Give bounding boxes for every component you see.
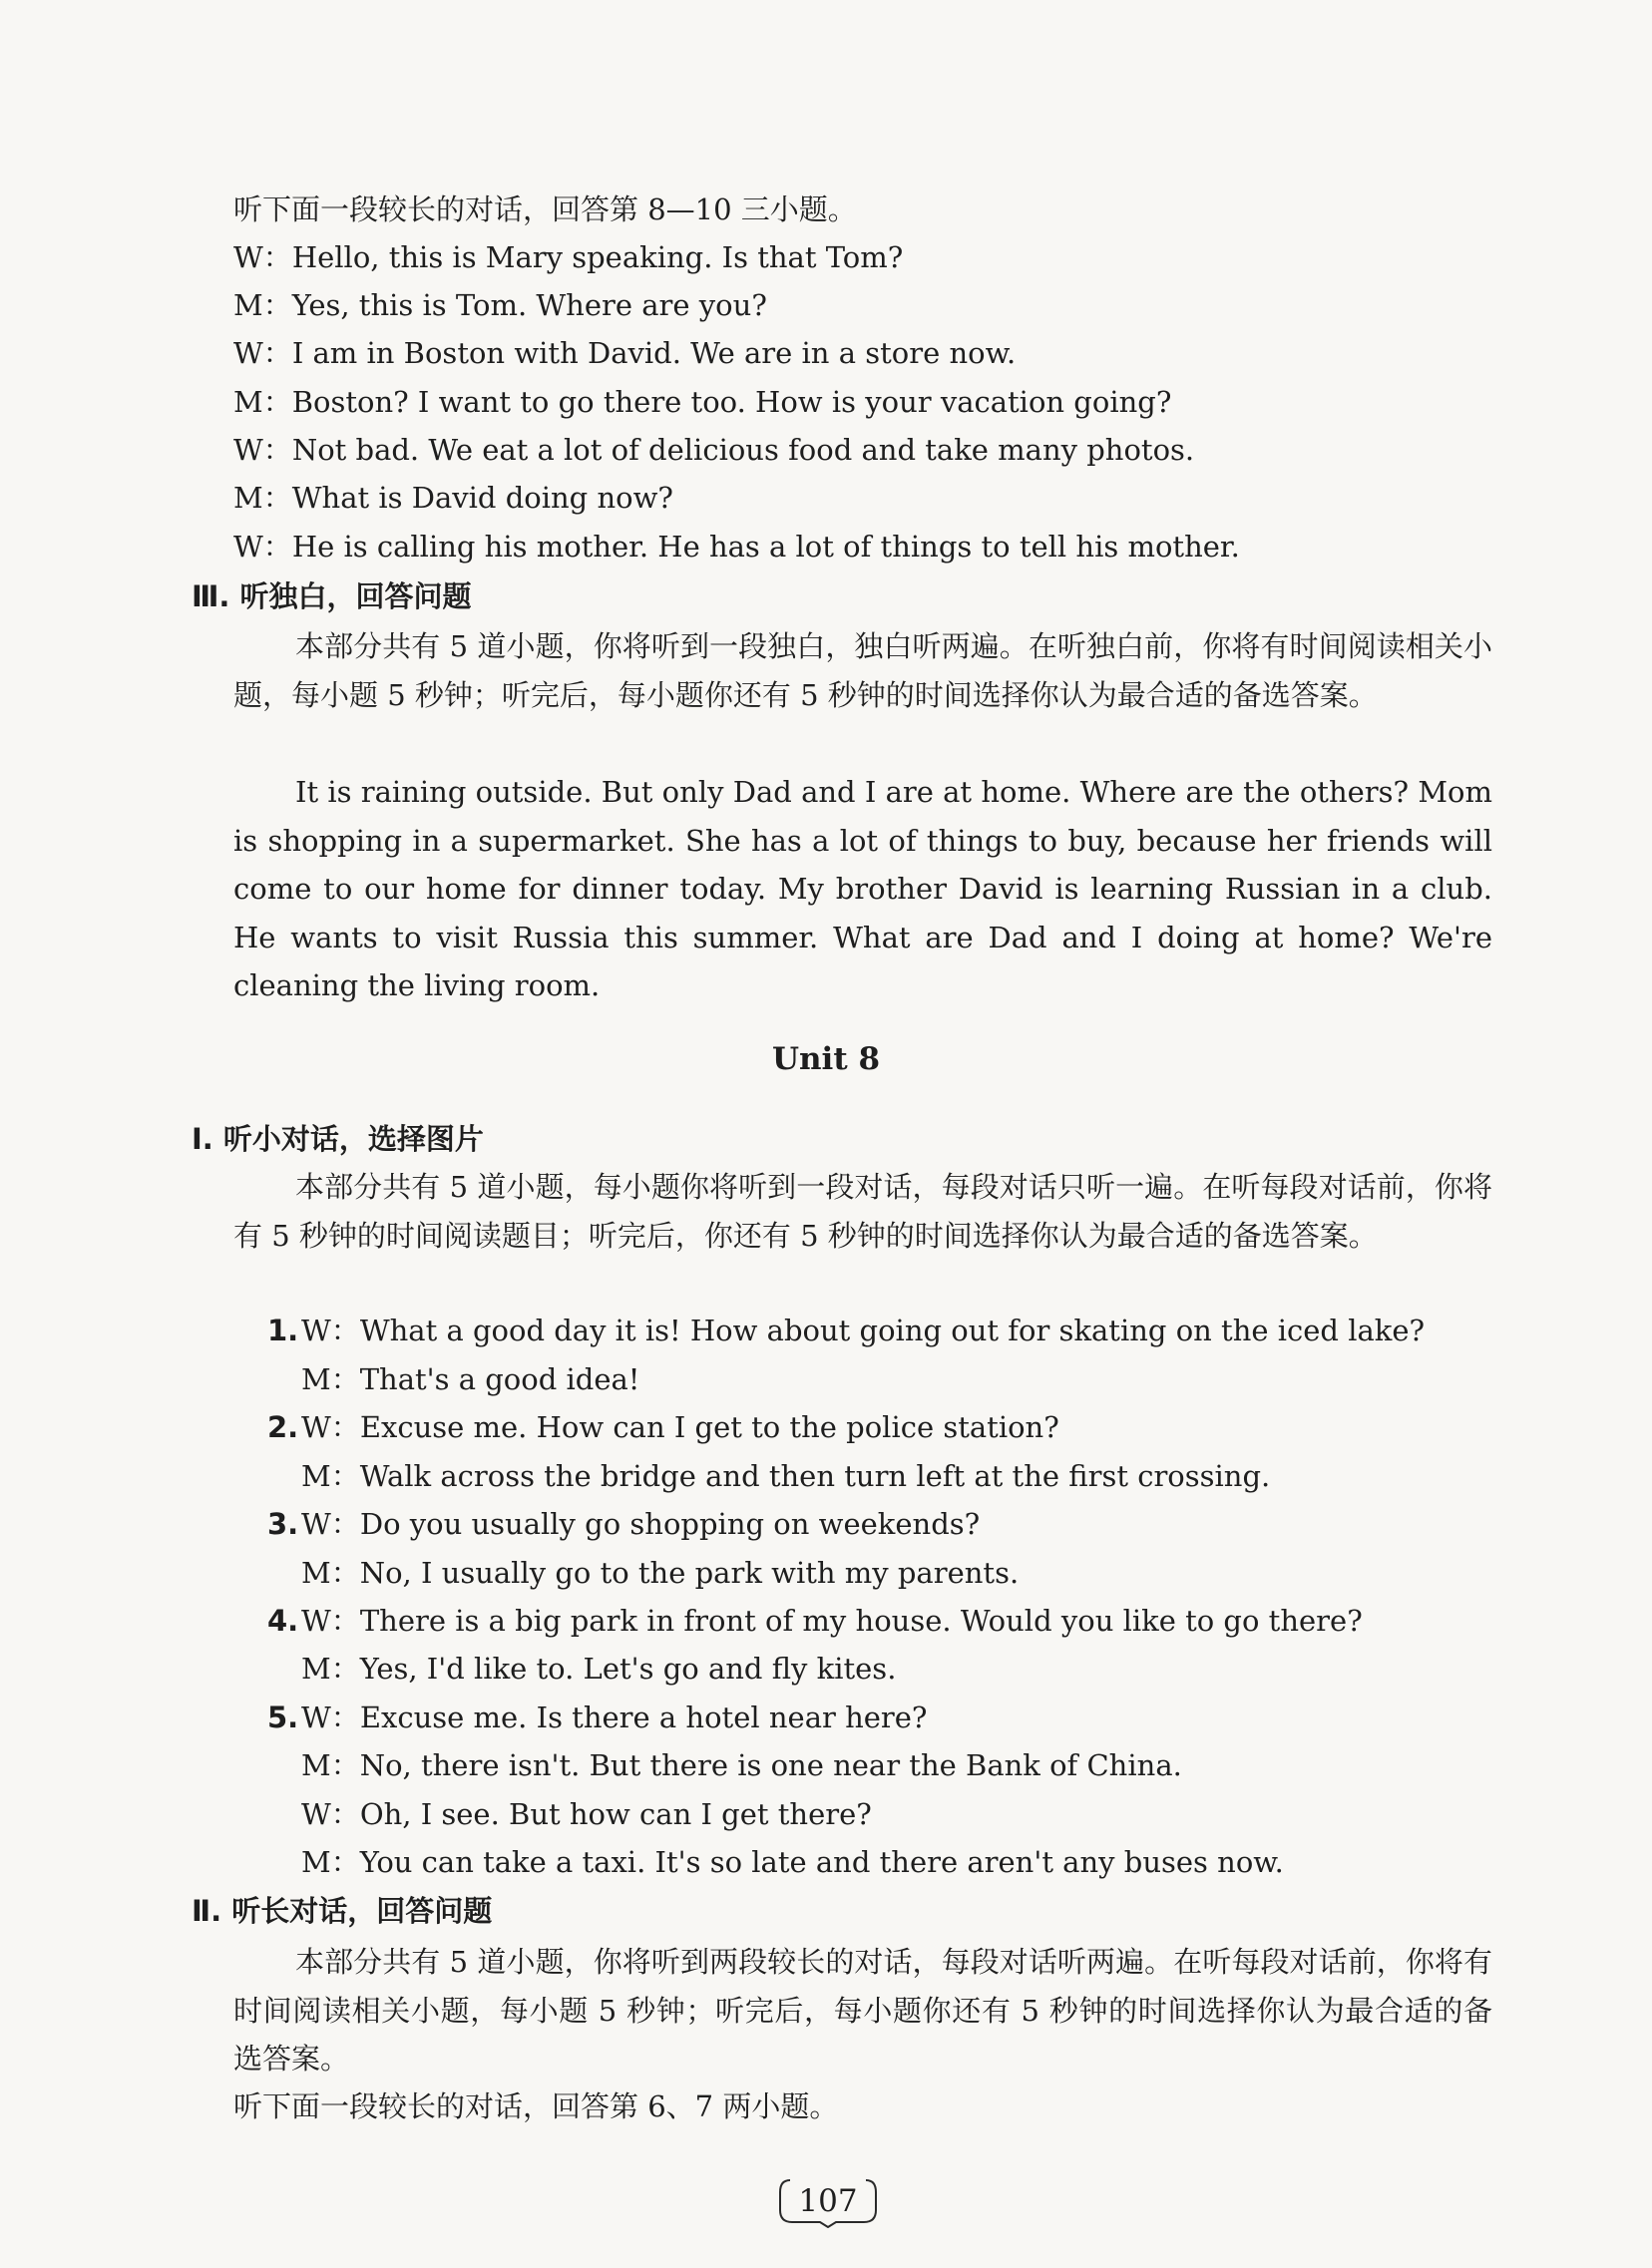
dialogue-line: M：Yes, I'd like to. Let's go and fly kites. bbox=[301, 1652, 897, 1686]
unit-title: Unit 8 bbox=[771, 1041, 881, 1077]
question-item: 4.W：There is a big park in front of my house. Would you like to go there? bbox=[267, 1604, 1363, 1638]
question-item: 2.W：Excuse me. How can I get to the police station? bbox=[267, 1410, 1059, 1444]
section-instructions: 本部分共有 5 道小题，每小题你将听到一段对话，每段对话只听一遍。在听每段对话前，你将有 5 秒钟的时间阅读题目；听完后，你还有 5 秒钟的时间选择你认为最合适的备选答案。 bbox=[233, 1170, 1492, 1253]
monologue-text: It is raining outside. But only Dad and I are at home. Where are the others? Mom is shopping in a supermarket. She has a lot of things to buy, because her friends will come to our home for dinner today. My brother David is learning Russian in a club. He wants to visit Russia this summer. What are Dad and I doing at home? We're cleaning the living room. bbox=[233, 775, 1492, 1003]
page-number: 107 bbox=[776, 2174, 880, 2228]
dialogue-intro: 听下面一段较长的对话，回答第 8—10 三小题。 bbox=[233, 192, 857, 226]
dialogue-intro: 听下面一段较长的对话，回答第 6、7 两小题。 bbox=[233, 2089, 839, 2123]
dialogue-line: W：Hello, this is Mary speaking. Is that Tom? bbox=[233, 240, 904, 274]
section-heading: Ⅱ. 听长对话，回答问题 bbox=[192, 1894, 493, 1928]
question-item: 5.W：Excuse me. Is there a hotel near here? bbox=[267, 1701, 928, 1734]
section-heading: Ⅰ. 听小对话，选择图片 bbox=[192, 1122, 484, 1156]
section-instructions: 本部分共有 5 道小题，你将听到两段较长的对话，每段对话听两遍。在听每段对话前，你将有时间阅读相关小题，每小题 5 秒钟；听完后，每小题你还有 5 秒钟的时间选择你认为最合适的备选答案。 bbox=[233, 1945, 1492, 2077]
question-item: 1.W：What a good day it is! How about going out for skating on the iced lake? bbox=[267, 1314, 1426, 1347]
section-heading: Ⅲ. 听独白，回答问题 bbox=[192, 579, 472, 613]
dialogue-line: W：I am in Boston with David. We are in a store now. bbox=[233, 336, 1017, 370]
dialogue-line: M：Boston? I want to go there too. How is your vacation going? bbox=[233, 385, 1172, 419]
dialogue-line: M：No, I usually go to the park with my parents. bbox=[301, 1556, 1020, 1590]
dialogue-line: W：Oh, I see. But how can I get there? bbox=[301, 1797, 872, 1831]
dialogue-line: M：What is David doing now? bbox=[233, 481, 673, 515]
question-item: 3.W：Do you usually go shopping on weekends? bbox=[267, 1507, 981, 1541]
dialogue-line: W：Not bad. We eat a lot of delicious food and take many photos. bbox=[233, 433, 1195, 467]
dialogue-line: M：No, there isn't. But there is one near the Bank of China. bbox=[301, 1748, 1182, 1782]
dialogue-line: W：He is calling his mother. He has a lot of things to tell his mother. bbox=[233, 530, 1240, 564]
section-instructions: 本部分共有 5 道小题，你将听到一段独白，独白听两遍。在听独白前，你将有时间阅读相关小题，每小题 5 秒钟；听完后，每小题你还有 5 秒钟的时间选择你认为最合适的备选答案。 bbox=[233, 629, 1492, 712]
dialogue-line: M：That's a good idea! bbox=[301, 1362, 640, 1396]
dialogue-line: M：Walk across the bridge and then turn left at the first crossing. bbox=[301, 1459, 1271, 1493]
dialogue-line: M：Yes, this is Tom. Where are you? bbox=[233, 288, 767, 322]
dialogue-line: M：You can take a taxi. It's so late and there aren't any buses now. bbox=[301, 1845, 1284, 1879]
